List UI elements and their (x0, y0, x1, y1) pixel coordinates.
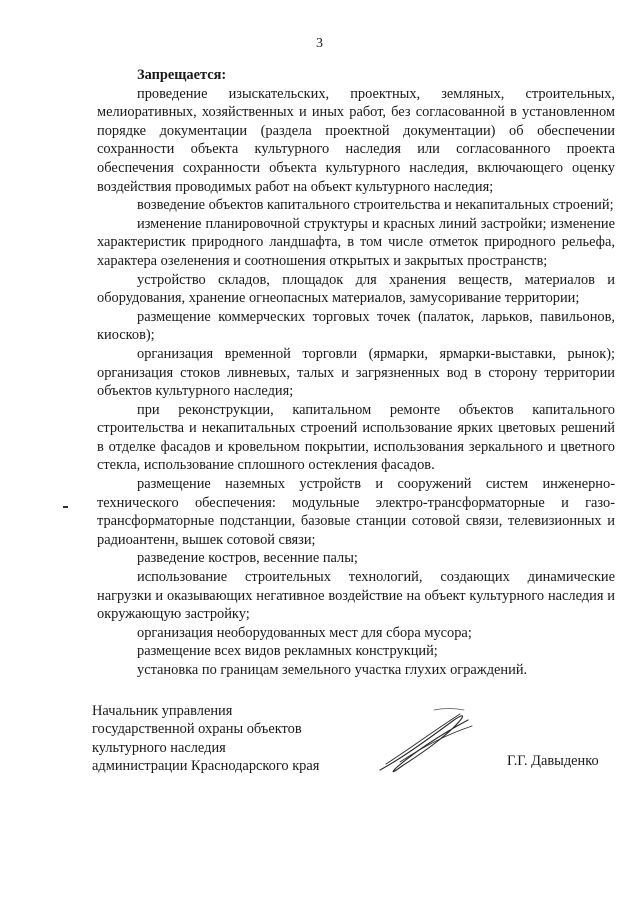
signatory-title-line: Начальник управления (92, 703, 233, 719)
list-item: при реконструкции, капитальном ремонте объектов капитального строительства и некапитальных строений использование ярких цветовых решений в отделке фасадов и кровельном покрытии, использования зеркального и цветного стекла, использование сплошного остекления фасадов. (97, 401, 615, 474)
signatory-title-line: культурного наследия (92, 739, 226, 756)
list-item: организация временной торговли (ярмарки, ярмарки-выставки, рынок); организация стоков ливневых, талых и загрязненных вод в сторону территории объектов культурного наследия; (97, 345, 615, 400)
signatory-title-line: администрации Краснодарского края (92, 758, 320, 775)
list-item: использование строительных технологий, создающих динамические нагрузки и оказывающих негативное воздействие на объект культурного наследия и окружающую застройку; (97, 569, 615, 623)
signatory-title-line: государственной охраны объектов (92, 721, 302, 738)
list-item: разведение костров, весенние палы; (137, 550, 358, 567)
list-item: размещение всех видов рекламных конструкций; (137, 643, 438, 660)
list-item: установка по границам земельного участка глухих ограждений. (137, 662, 528, 678)
signatory-name: Г.Г. Давыденко (507, 753, 599, 769)
margin-mark (63, 506, 68, 508)
list-item: организация необорудованных мест для сбора мусора; (137, 624, 472, 641)
list-item: устройство складов, площадок для хранения веществ, материалов и оборудования, хранение огнеопасных материалов, замусоривание территории; (97, 271, 615, 307)
page-number: 3 (316, 36, 323, 51)
section-heading: Запрещается: (137, 67, 227, 83)
list-item: изменение планировочной структуры и красных линий застройки; изменение характеристик природного ландшафта, в том числе отметок природного рельефа, характера озеленения и соотношения открытых и закрытых пространств; (97, 215, 615, 269)
signatory-title (92, 702, 319, 776)
document-body (97, 66, 615, 680)
list-item: размещение наземных устройств и сооружений систем инженерно-технического обеспечения: модульные электро-трансформаторные и газо-трансформаторные подстанции, базовые станции сотовой связи, телевизионных и радиоантенн, вышек сотовой связи; (97, 476, 615, 548)
list-item: проведение изыскательских, проектных, земляных, строительных, мелиоративных, хозяйственных и иных работ, без согласованной в установленном порядке документации (раздела проектной документации) об обеспечении сохранности объекта культурного наследия или согласованного проекта обеспечения сохранности объекта культурного наследия, включающего оценку воздействия проводимых работ на объект культурного наследия; (97, 85, 615, 195)
list-item: размещение коммерческих торговых точек (палаток, ларьков, павильонов, киосков); (97, 308, 615, 344)
handwritten-signature (372, 706, 482, 778)
list-item: возведение объектов капитального строительства и некапитальных строений; (137, 197, 614, 214)
